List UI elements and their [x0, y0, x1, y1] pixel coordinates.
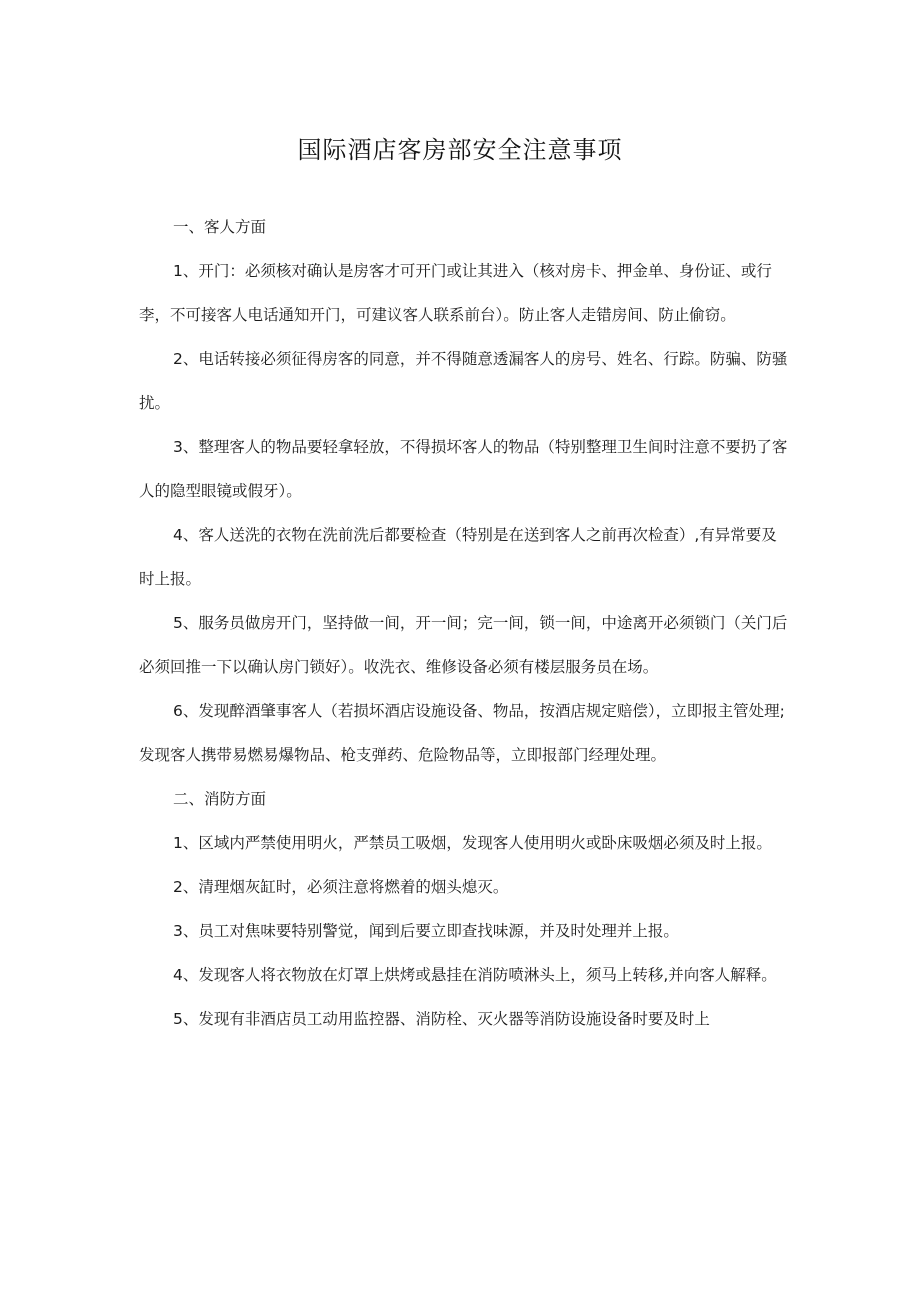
paragraph-fire-5: 5、发现有非酒店员工动用监控器、消防栓、灭火器等消防设施设备时要及时上 — [173, 1010, 710, 1028]
section-heading-guests: 一、客人方面 — [173, 218, 267, 236]
paragraph-fire-4: 4、发现客人将衣物放在灯罩上烘烤或悬挂在消防喷淋头上，须马上转移,并向客人解释。 — [173, 966, 777, 984]
paragraph-guests-4: 4、客人送洗的衣物在洗前洗后都要检查（特别是在送到客人之前再次检查）,有异常要及时上报。 — [139, 526, 777, 588]
paragraph-guests-2: 2、电话转接必须征得房客的同意，并不得随意透漏客人的房号、姓名、行踪。防骗、防骚扰。 — [139, 350, 788, 412]
paragraph-fire-3: 3、员工对焦味要特别警觉，闻到后要立即查找味源，并及时处理并上报。 — [173, 922, 679, 940]
page-title: 国际酒店客房部安全注意事项 — [297, 136, 623, 164]
paragraph-fire-2: 2、清理烟灰缸时，必须注意将燃着的烟头熄灭。 — [173, 878, 509, 896]
document-body — [139, 205, 791, 1041]
paragraph-guests-1: 1、开门：必须核对确认是房客才可开门或让其进入（核对房卡、押金单、身份证、或行李，不可接客人电话通知开门，可建议客人联系前台）。防止客人走错房间、防止偷窃。 — [139, 262, 772, 324]
paragraph-fire-1: 1、区域内严禁使用明火，严禁员工吸烟，发现客人使用明火或卧床吸烟必须及时上报。 — [173, 834, 772, 852]
section-heading-fire: 二、消防方面 — [173, 790, 267, 808]
paragraph-guests-6: 6、发现醉酒肇事客人（若损坏酒店设施设备、物品，按酒店规定赔偿），立即报主管处理;发现客人携带易燃易爆物品、枪支弹药、危险物品等，立即报部门经理处理。 — [139, 702, 785, 764]
paragraph-guests-5: 5、服务员做房开门，坚持做一间，开一间；完一间，锁一间，中途离开必须锁门（关门后必须回推一下以确认房门锁好）。收洗衣、维修设备必须有楼层服务员在场。 — [139, 614, 788, 676]
paragraph-guests-3: 3、整理客人的物品要轻拿轻放，不得损坏客人的物品（特别整理卫生间时注意不要扔了客人的隐型眼镜或假牙）。 — [139, 438, 788, 500]
